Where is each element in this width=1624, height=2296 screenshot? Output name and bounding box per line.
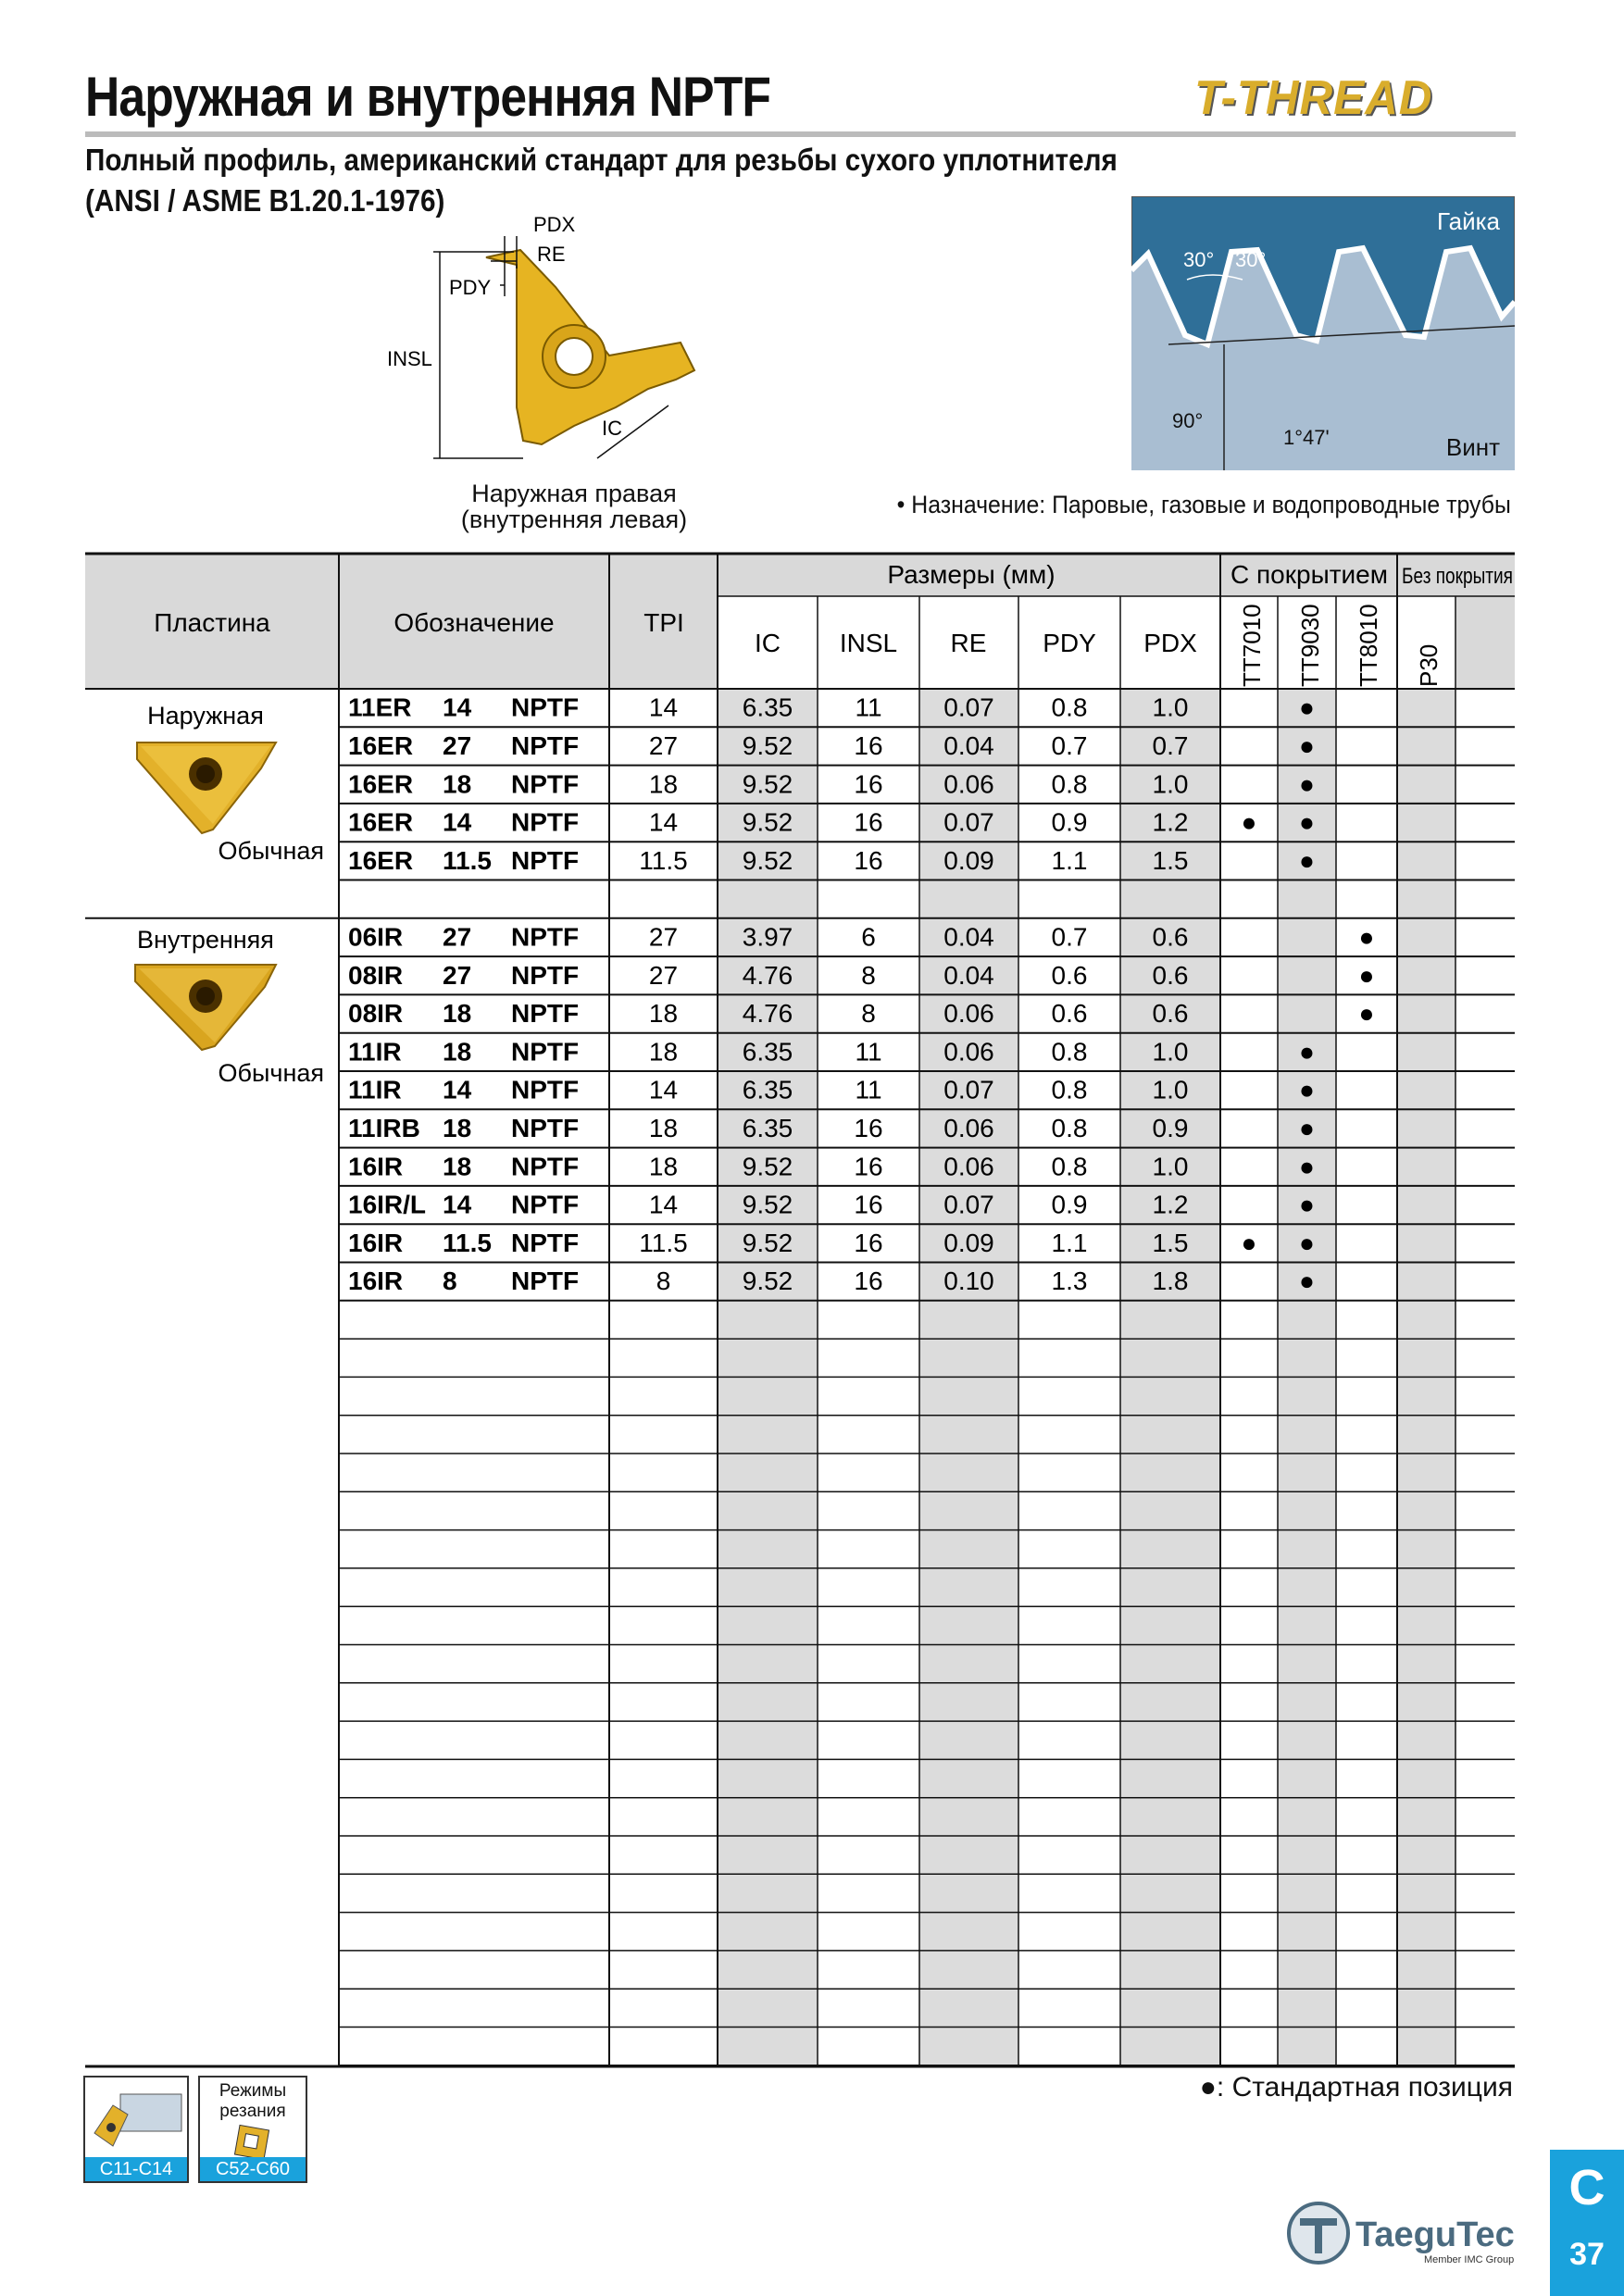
cell-tpi: 14 [648,1075,679,1104]
cell-insl: 8 [861,999,876,1029]
cell-re: 0.07 [943,1075,994,1104]
cell-pdy: 1.1 [1051,1228,1088,1257]
cell-pdy: 0.6 [1051,960,1088,990]
nut-label: Гайка [1436,207,1500,235]
cell-insl: 16 [854,731,883,761]
designation-tpi: 14 [443,693,472,722]
cell-pdy: 1.3 [1051,1267,1088,1296]
section-letter: C [1568,2160,1605,2215]
designation-tpi: 27 [443,960,472,990]
header-tt8010: TT8010 [1355,604,1382,687]
screw-label: Винт [1445,433,1500,461]
cell-pdx: 1.0 [1152,1075,1189,1104]
grade-tt8010-marker: ● [1358,999,1375,1029]
diagram-caption-note: (внутренняя левая) [460,505,688,533]
cell-ic: 6.35 [742,1037,793,1067]
cell-tpi: 18 [648,1114,679,1143]
grade-tt9030-marker: ● [1299,1267,1315,1296]
cell-re: 0.06 [943,1152,994,1181]
ic-label: IC [602,417,622,440]
cell-insl: 16 [854,1228,883,1257]
cutting-data-reference-box[interactable] [198,2076,307,2183]
designation-type: NPTF [511,731,580,761]
angle-left-label: 30° [1183,248,1215,271]
cell-pdx: 0.7 [1152,731,1189,761]
cell-tpi: 8 [656,1267,671,1296]
designation-type: NPTF [511,1228,580,1257]
header-designation: Обозначение [394,608,555,637]
designation-type: NPTF [511,999,580,1029]
designation-tpi: 8 [443,1267,457,1296]
table-row[interactable] [348,1229,1315,1257]
header-tpi: TPI [643,608,684,637]
designation-tpi: 14 [443,807,472,837]
cell-pdy: 0.7 [1051,922,1088,952]
cell-pdx: 1.0 [1152,693,1189,722]
table-row[interactable] [348,769,1315,798]
cell-ic: 9.52 [742,731,793,761]
internal-insert-image [135,965,276,1050]
taper-angle-label: 1°47' [1283,426,1330,449]
cutting-data-title-2: резания [219,2102,286,2121]
designation-code: 16ER [348,731,414,761]
designation-code: 16IR [348,1228,404,1257]
header-insl: INSL [839,629,898,657]
cutting-data-reference-label: C52-C60 [200,2157,306,2181]
table-row[interactable] [348,693,1315,722]
header-pdx: PDX [1143,629,1197,657]
header-coated: С покрытием [1230,560,1388,589]
grade-tt9030-marker: ● [1299,807,1315,837]
designation-type: NPTF [511,1190,580,1219]
designation-code: 08IR [348,999,404,1029]
designation-code: 16ER [348,807,414,837]
grade-tt8010-marker: ● [1358,960,1375,990]
cell-insl: 16 [854,1190,883,1219]
cell-insl: 11 [855,1075,882,1104]
designation-type: NPTF [511,1152,580,1181]
re-label: RE [537,243,566,266]
grade-tt9030-marker: ● [1299,1075,1315,1104]
cell-pdy: 0.8 [1051,1075,1088,1104]
cell-pdy: 0.8 [1051,693,1088,722]
group-external [137,702,324,865]
cell-ic: 9.52 [742,1267,793,1296]
designation-tpi: 18 [443,999,472,1029]
table-row[interactable] [348,731,1315,760]
cell-pdx: 1.0 [1152,1037,1189,1067]
cell-pdy: 0.8 [1051,1037,1088,1067]
pdy-label: PDY [449,276,492,299]
cell-insl: 6 [861,922,876,952]
cell-tpi: 18 [648,769,679,799]
taegutec-logo [1285,2196,1526,2270]
diagram-caption: Наружная правая [471,480,677,507]
grade-tt9030-marker: ● [1299,1114,1315,1143]
insl-label: INSL [387,347,432,370]
table-row[interactable] [348,1152,1315,1180]
cell-ic: 9.52 [742,769,793,799]
table-row[interactable] [348,1114,1315,1142]
grade-tt9030-marker: ● [1299,845,1315,875]
designation-code: 16IR/L [348,1190,427,1219]
cell-insl: 11 [855,693,882,722]
legend: ●: Стандартная позиция [1199,2072,1513,2103]
cell-tpi: 14 [648,693,679,722]
cell-re: 0.06 [943,999,994,1029]
cell-pdx: 1.5 [1152,1228,1189,1257]
cell-re: 0.04 [943,922,994,952]
cell-tpi: 18 [648,999,679,1029]
header-insert: Пластина [154,608,270,637]
grade-tt9030-marker: ● [1299,1037,1315,1067]
cell-ic: 6.35 [742,1075,793,1104]
cell-pdx: 1.2 [1152,807,1189,837]
cell-pdy: 1.1 [1051,845,1088,875]
cell-pdx: 1.0 [1152,769,1189,799]
table-row[interactable] [348,1037,1315,1066]
cell-pdy: 0.9 [1051,1190,1088,1219]
cell-re: 0.07 [943,693,994,722]
header-tt9030: TT9030 [1296,604,1324,687]
cell-insl: 16 [854,1152,883,1181]
cell-pdx: 0.6 [1152,999,1189,1029]
designation-tpi: 27 [443,731,472,761]
grade-tt9030-marker: ● [1299,1152,1315,1181]
cell-pdx: 0.9 [1152,1114,1189,1143]
cell-pdx: 0.6 [1152,960,1189,990]
cell-pdy: 0.8 [1051,1114,1088,1143]
logo-subtitle: Member IMC Group [1424,2254,1515,2265]
header-ic: IC [755,629,781,657]
table-row[interactable] [348,846,1315,875]
cell-re: 0.04 [943,731,994,761]
external-insert-image [137,742,276,833]
cell-insl: 16 [854,845,883,875]
page-number: 37 [1569,2237,1605,2272]
designation-type: NPTF [511,769,580,799]
designation-type: NPTF [511,1037,580,1067]
designation-type: NPTF [511,807,580,837]
grade-tt9030-marker: ● [1299,1190,1315,1219]
grade-tt9030-marker: ● [1299,1228,1315,1257]
cell-insl: 16 [854,807,883,837]
subtitle: Полный профиль, американский стандарт для резьбы сухого уплотнителя [85,143,1118,177]
group-name-internal: Внутренняя [137,926,274,954]
cell-tpi: 14 [648,807,679,837]
designation-type: NPTF [511,1075,580,1104]
cell-ic: 4.76 [742,999,793,1029]
designation-tpi: 11.5 [443,845,492,875]
cell-pdy: 0.8 [1051,769,1088,799]
cell-ic: 9.52 [742,1228,793,1257]
external-type-label: Обычная [218,837,324,865]
cell-tpi: 11.5 [639,1228,688,1257]
grade-tt9030-marker: ● [1299,769,1315,799]
cell-pdx: 1.2 [1152,1190,1189,1219]
section-tab[interactable] [1550,2150,1624,2296]
designation-code: 16ER [348,845,414,875]
cell-re: 0.06 [943,1114,994,1143]
cell-tpi: 27 [648,960,679,990]
grade-tt9030-marker: ● [1299,731,1315,761]
header-uncoated: Без покрытия [1402,564,1513,589]
header-re: RE [950,629,987,657]
pdx-label: PDX [533,213,576,236]
designation-tpi: 18 [443,1114,472,1143]
cell-re: 0.07 [943,1190,994,1219]
designation-code: 16IR [348,1152,404,1181]
cell-pdx: 1.5 [1152,845,1189,875]
designation-tpi: 18 [443,769,472,799]
cell-ic: 9.52 [742,1152,793,1181]
cell-pdy: 0.6 [1051,999,1088,1029]
cell-ic: 4.76 [742,960,793,990]
cell-pdx: 1.8 [1152,1267,1189,1296]
cell-tpi: 27 [648,922,679,952]
cell-pdx: 0.6 [1152,922,1189,952]
cell-ic: 6.35 [742,1114,793,1143]
toolholder-icon [85,2078,187,2157]
cell-insl: 8 [861,960,876,990]
table-row[interactable] [348,1076,1315,1104]
cell-tpi: 14 [648,1190,679,1219]
cutting-data-title: Режимы [219,2081,287,2101]
cell-insl: 16 [854,769,883,799]
cell-pdy: 0.8 [1051,1152,1088,1181]
header-p30: P30 [1415,643,1443,687]
angle-90-label: 90° [1172,409,1204,432]
designation-code: 11IR [348,1075,402,1104]
cell-ic: 6.35 [742,693,793,722]
designation-code: 06IR [348,922,404,952]
standard-reference: (ANSI / ASME B1.20.1-1976) [85,183,445,218]
brand-logo: T-THREAD [1194,71,1433,125]
internal-type-label: Обычная [218,1059,324,1087]
designation-tpi: 14 [443,1075,472,1104]
logo-wordmark: TaeguTec [1355,2215,1515,2254]
cell-pdy: 0.9 [1051,807,1088,837]
tool-reference-box[interactable] [83,2076,189,2183]
cell-pdy: 0.7 [1051,731,1088,761]
designation-type: NPTF [511,960,580,990]
designation-code: 11IR [348,1037,402,1067]
designation-tpi: 14 [443,1190,472,1219]
designation-tpi: 27 [443,922,472,952]
cell-tpi: 27 [648,731,679,761]
group-internal [135,926,324,1087]
designation-code: 11IRB [348,1114,420,1143]
application-note: • Назначение: Паровые, газовые и водопроводные трубы [896,491,1511,518]
designation-tpi: 18 [443,1037,472,1067]
header-pdy: PDY [1043,629,1096,657]
designation-type: NPTF [511,693,580,722]
cell-re: 0.10 [943,1267,994,1296]
cell-ic: 9.52 [742,845,793,875]
grade-tt9030-marker: ● [1299,693,1315,722]
designation-code: 11ER [348,693,412,722]
cell-pdx: 1.0 [1152,1152,1189,1181]
designation-type: NPTF [511,1114,580,1143]
cell-re: 0.07 [943,807,994,837]
designation-code: 16ER [348,769,414,799]
cell-re: 0.09 [943,1228,994,1257]
cell-re: 0.06 [943,769,994,799]
designation-code: 16IR [348,1267,404,1296]
designation-type: NPTF [511,922,580,952]
cell-re: 0.06 [943,1037,994,1067]
designation-tpi: 11.5 [443,1228,492,1257]
cell-ic: 9.52 [742,807,793,837]
designation-type: NPTF [511,1267,580,1296]
cell-ic: 9.52 [742,1190,793,1219]
table-row[interactable] [348,1191,1315,1219]
cell-insl: 16 [854,1267,883,1296]
cell-tpi: 11.5 [639,845,688,875]
header-dimensions: Размеры (мм) [887,560,1056,589]
cell-re: 0.04 [943,960,994,990]
group-name-external: Наружная [147,702,264,730]
grade-tt7010-marker: ● [1241,1228,1257,1257]
designation-tpi: 18 [443,1152,472,1181]
cell-re: 0.09 [943,845,994,875]
cell-insl: 11 [855,1037,882,1067]
cell-insl: 16 [854,1114,883,1143]
grade-tt8010-marker: ● [1358,922,1375,952]
cell-ic: 3.97 [742,922,793,952]
angle-right-label: 30° [1235,248,1267,271]
header-tt7010: TT7010 [1238,604,1266,687]
tool-reference-label: C11-C14 [85,2157,187,2181]
table-row[interactable] [348,808,1315,837]
cell-tpi: 18 [648,1037,679,1067]
cell-tpi: 18 [648,1152,679,1181]
designation-type: NPTF [511,845,580,875]
page-title: Наружная и внутренняя NPTF [85,66,771,128]
grade-tt7010-marker: ● [1241,807,1257,837]
cutting-insert-icon [231,2124,276,2161]
designation-code: 08IR [348,960,404,990]
table-row[interactable] [348,1267,1315,1295]
